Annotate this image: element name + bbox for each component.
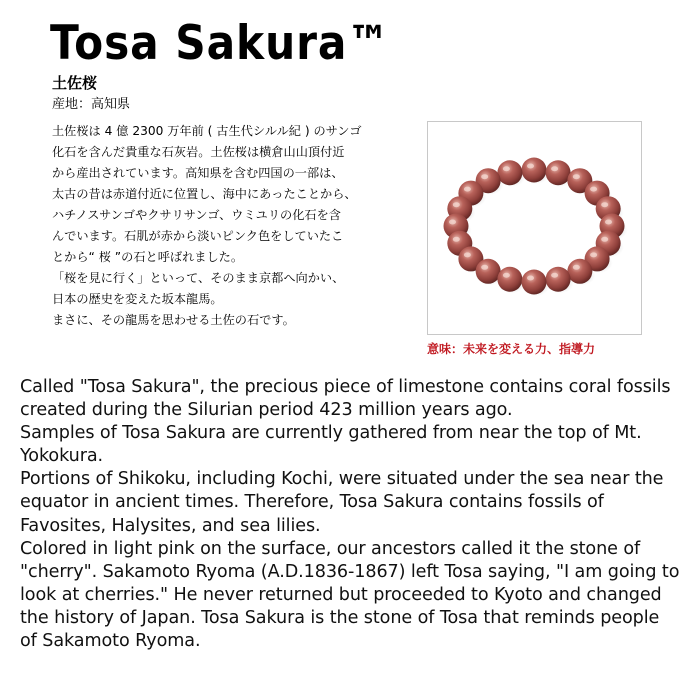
bead <box>546 160 571 185</box>
origin-label: 産地：高知県 <box>52 97 131 112</box>
bead-highlight <box>527 164 534 169</box>
jp-line: まさに、その龍馬を思わせる土佐の石です。 <box>52 313 295 327</box>
jp-line: から産出されています。高知県を含む四国の一部は、 <box>52 166 344 180</box>
bead <box>476 259 501 284</box>
jp-line: 太古の昔は赤道付近に位置し、海中にあったことから、 <box>52 187 357 201</box>
english-description <box>20 376 688 653</box>
bead-highlight <box>590 187 597 192</box>
en-line: Portions of Shikoku, including Kochi, were situated under the sea near the <box>20 469 664 490</box>
bead-highlight <box>601 237 608 242</box>
bead <box>522 158 547 183</box>
jp-line: ハチノスサンゴやクサリサンゴ、ウミユリの化石を含 <box>52 208 341 222</box>
en-line: Favosites, Halysites, and sea lilies. <box>20 515 321 536</box>
bead-highlight <box>590 252 597 257</box>
bead-highlight <box>527 276 534 281</box>
meaning-caption: 意味：未来を変える力、指導力 <box>427 342 596 356</box>
japanese-description <box>52 121 412 331</box>
bead-highlight <box>481 174 488 179</box>
jp-line: とから“ 桜 ”の石と呼ばれました。 <box>52 250 244 264</box>
bracelet-photo <box>427 121 642 335</box>
bead-highlight <box>453 237 460 242</box>
en-line: created during the Silurian period 423 million years ago. <box>20 400 513 421</box>
en-line: Colored in light pink on the surface, our ancestors called it the stone of <box>20 538 641 559</box>
bead-highlight <box>601 202 608 207</box>
bead-highlight <box>551 273 558 278</box>
bead-highlight <box>481 265 488 270</box>
en-line: Yokokura. <box>20 446 104 467</box>
bead-highlight <box>573 265 580 270</box>
jp-line: 化石を含んだ貴重な石灰岩。土佐桜は横倉山山頂付近 <box>52 145 345 159</box>
japanese-product-name: 土佐桜 <box>52 74 98 92</box>
en-line: of Sakamoto Ryoma. <box>20 631 201 652</box>
bead <box>546 267 571 292</box>
jp-line: んでいます。石肌が赤から淡いピンク色をしていたこ <box>52 229 344 243</box>
bead <box>497 267 522 292</box>
bead <box>522 270 547 295</box>
bead-highlight <box>503 273 510 278</box>
en-line: "cherry". Sakamoto Ryoma (A.D.1836-1867) left Tosa saying, "I am going to <box>20 561 680 582</box>
product-title: Tosa Sakura™ <box>50 16 391 71</box>
bead-highlight <box>605 220 612 225</box>
jp-line: 日本の歴史を変えた坂本龍馬。 <box>52 292 223 306</box>
bead-highlight <box>464 252 471 257</box>
bead-highlight <box>551 166 558 171</box>
en-line: equator in ancient times. Therefore, Tosa Sakura contains fossils of <box>20 492 604 513</box>
bead-highlight <box>503 166 510 171</box>
bead-highlight <box>464 187 471 192</box>
bead-highlight <box>453 202 460 207</box>
bead-highlight <box>449 220 456 225</box>
en-line: the history of Japan. Tosa Sakura is the stone of Tosa that reminds people <box>20 607 660 628</box>
bead-highlight <box>573 174 580 179</box>
jp-line: 土佐桜は 4 億 2300 万年前 ( 古生代シルル紀 ) のサンゴ <box>52 124 362 138</box>
en-line: Called "Tosa Sakura", the precious piece of limestone contains coral fossils <box>20 377 671 397</box>
en-line: look at cherries." He never returned but proceeded to Kyoto and changed <box>20 584 662 605</box>
bracelet-image <box>428 122 641 334</box>
jp-line: 「桜を見に行く」といって、そのまま京都へ向かい、 <box>52 271 345 285</box>
en-line: Samples of Tosa Sakura are currently gathered from near the top of Mt. <box>20 423 642 444</box>
